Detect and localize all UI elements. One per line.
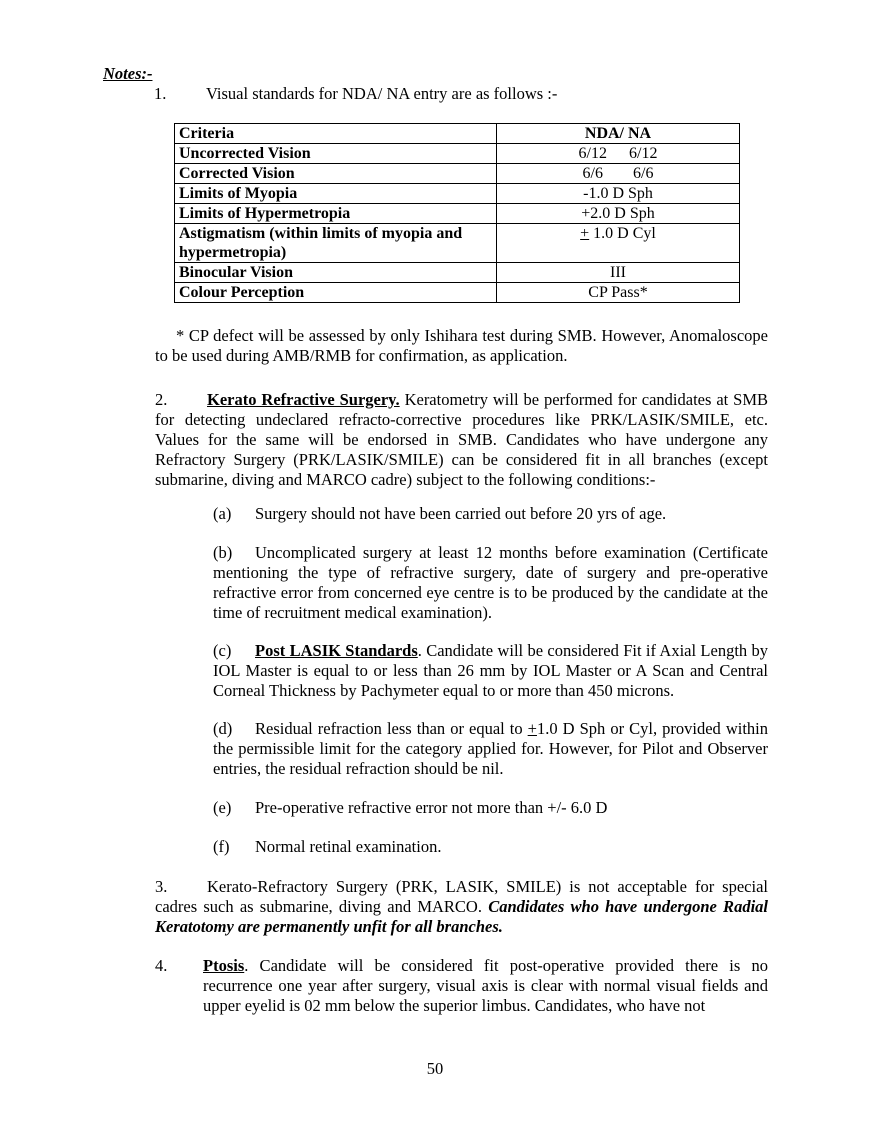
item-4-text: . Candidate will be considered fit post-operative provided there is no recurrence one year after surgery, visual axis is clear with normal visual fields and upper eyelid is 02 mm below the superior limbus. Candidates, who have not — [203, 956, 768, 1015]
item-3-bold-text: Candidates who have undergone Radial Keratotomy are permanently unfit for all branches. — [155, 897, 768, 936]
condition-heading: Post LASIK Standards — [255, 641, 418, 660]
cp-footnote: * CP defect will be assessed by only Ishihara test during SMB. However, Anomaloscope to be used during AMB/RMB for confirmation, as application. — [155, 326, 768, 365]
row-value: III — [497, 263, 740, 283]
table-row — [175, 204, 740, 224]
table-row — [175, 144, 740, 164]
item-3-text: Kerato-Refractory Surgery (PRK, LASIK, SMILE) is not acceptable for special cadres such as submarine, diving and MARCO. — [155, 877, 768, 916]
condition-text: 1.0 D Sph or Cyl, provided within the permissible limit for the category applied for. However, for Pilot and Observer entries, the residual refraction should be nil. — [213, 719, 768, 778]
criteria-line: hypermetropia) — [179, 244, 287, 261]
page-number: 50 — [426, 1059, 444, 1078]
condition-label: (c) — [213, 641, 232, 660]
row-value: +2.0 D Sph — [497, 204, 740, 224]
value-part: 6/6 — [633, 165, 654, 182]
item-2-heading: Kerato Refractive Surgery. — [207, 390, 400, 409]
row-value: -1.0 D Sph — [497, 184, 740, 204]
condition-b — [213, 543, 768, 623]
plus-minus-sign: + — [580, 225, 590, 242]
table-row — [175, 263, 740, 283]
row-value — [497, 224, 740, 263]
item-4 — [155, 956, 768, 1016]
table-row — [175, 224, 740, 263]
item-1 — [154, 84, 774, 104]
condition-text: Residual refraction less than or equal to — [255, 719, 528, 738]
row-criteria: Limits of Myopia — [175, 184, 497, 204]
item-3-number: 3. — [155, 877, 168, 896]
value-part: 6/12 — [578, 145, 607, 162]
table-row — [175, 283, 740, 303]
row-criteria: Binocular Vision — [175, 263, 497, 283]
condition-c — [213, 641, 768, 701]
condition-text: Uncomplicated surgery at least 12 months before examination (Certificate mentioning the type of refractive surgery, date of surgery and pre-operative refractive error from concerned eye centre is to be produced by the candidate at the time of recruitment medical examination). — [213, 543, 768, 622]
row-criteria: Corrected Vision — [175, 164, 497, 184]
row-criteria: Colour Perception — [175, 283, 497, 303]
header-criteria: Criteria — [175, 124, 497, 144]
item-2-text: Keratometry will be performed for candidates at SMB for detecting undeclared refracto-corrective procedures like PRK/LASIK/SMILE, etc. Values for the same will be endorsed in SMB. Candidates who have undergone any Refractory Surgery (PRK/LASIK/SMILE) can be considered fit in all branches (except submarine, diving and MARCO cadre) subject to the following conditions:- — [155, 390, 768, 489]
condition-label: (f) — [213, 837, 230, 856]
item-3 — [155, 877, 768, 937]
condition-label: (b) — [213, 543, 233, 562]
notes-heading: Notes:- — [103, 64, 153, 83]
condition-text: Pre-operative refractive error not more than +/- 6.0 D — [255, 798, 608, 817]
condition-text: Surgery should not have been carried out before 20 yrs of age. — [255, 504, 667, 523]
condition-text: . Candidate will be considered Fit if Axial Length by IOL Master is equal to or less than 26 mm by IOL Master or A Scan and Central Corneal Thickness by Pachymeter equal to or more than 450 microns. — [213, 641, 769, 700]
condition-label: (d) — [213, 719, 233, 738]
item-4-body — [203, 956, 768, 1016]
item-4-number: 4. — [155, 956, 168, 975]
item-4-heading: Ptosis — [203, 956, 245, 975]
table-row — [175, 164, 740, 184]
item-1-text: Visual standards for NDA/ NA entry are as follows :- — [206, 84, 558, 103]
item-2 — [155, 390, 768, 490]
row-value — [497, 164, 740, 184]
row-criteria — [175, 224, 497, 263]
row-value: CP Pass* — [497, 283, 740, 303]
condition-e — [213, 798, 768, 818]
condition-f — [213, 837, 768, 857]
condition-text: Normal retinal examination. — [255, 837, 442, 856]
value-part: 1.0 D Cyl — [589, 225, 656, 242]
item-1-number: 1. — [154, 84, 167, 103]
table-row — [175, 184, 740, 204]
table-header-row — [175, 124, 740, 144]
value-part: 6/12 — [629, 145, 658, 162]
visual-standards-table — [174, 123, 740, 303]
plus-minus-sign: + — [527, 719, 537, 738]
condition-label: (a) — [213, 504, 232, 523]
value-part: 6/6 — [582, 165, 603, 182]
condition-d — [213, 719, 768, 779]
header-nda-na: NDA/ NA — [497, 124, 740, 144]
condition-label: (e) — [213, 798, 232, 817]
condition-a — [213, 504, 768, 524]
row-criteria: Uncorrected Vision — [175, 144, 497, 164]
row-criteria: Limits of Hypermetropia — [175, 204, 497, 224]
criteria-line: Astigmatism (within limits of myopia and — [179, 225, 463, 242]
row-value — [497, 144, 740, 164]
item-2-number: 2. — [155, 390, 168, 409]
